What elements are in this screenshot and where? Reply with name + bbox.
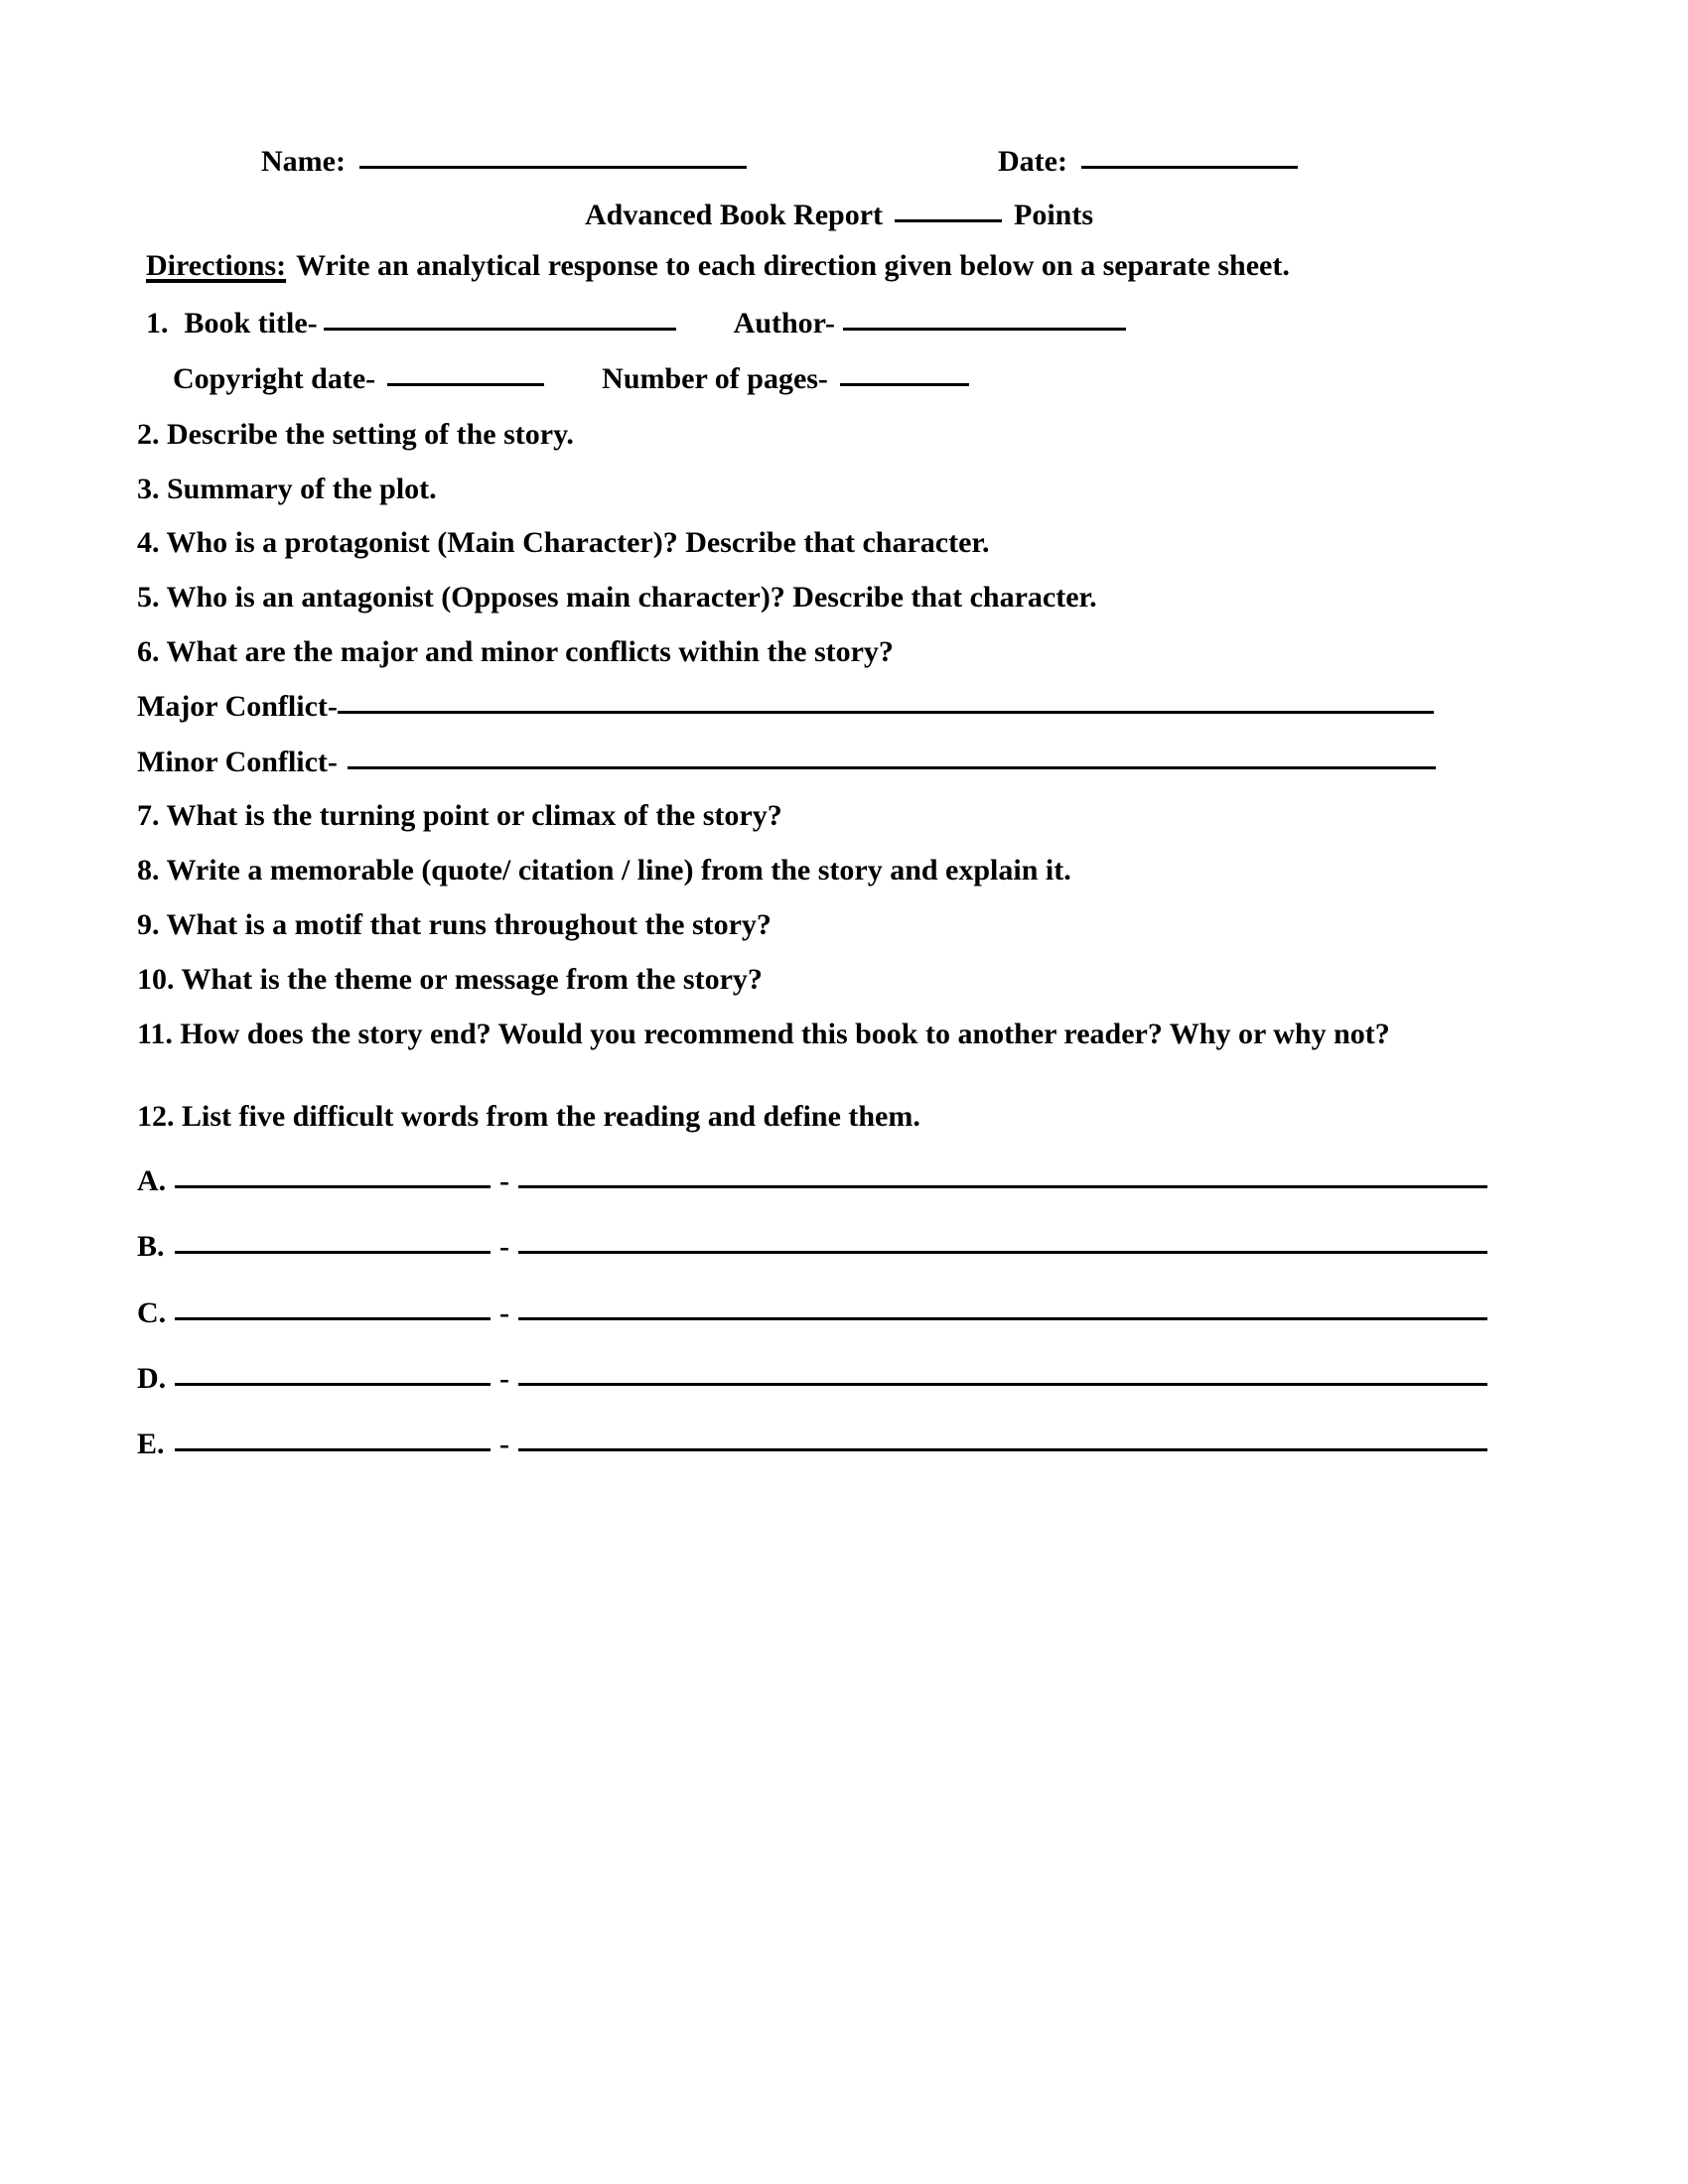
vocabulary-word-blank-line[interactable] (175, 1185, 491, 1188)
question-11: 11. How does the story end? Would you recommend this book to another reader? Why or why not? (137, 1018, 1390, 1050)
vocabulary-dash: - (499, 1362, 509, 1395)
vocabulary-word-blank-line[interactable] (175, 1251, 491, 1254)
vocabulary-dash: - (499, 1230, 509, 1263)
copyright-date-blank-line[interactable] (387, 383, 544, 386)
question-1-details-row (173, 360, 969, 398)
minor-conflict-label: Minor Conflict- (137, 746, 338, 778)
question-9: 9. What is a motif that runs throughout the story? (137, 908, 772, 941)
author-label: Author- (733, 307, 835, 340)
vocabulary-row-c (137, 1295, 1487, 1332)
vocabulary-definition-blank-line[interactable] (518, 1251, 1487, 1254)
question-4: 4. Who is a protagonist (Main Character)? Describe that character. (137, 526, 990, 559)
question-3: 3. Summary of the plot. (137, 473, 437, 505)
name-label: Name: (261, 145, 346, 178)
minor-conflict-blank-line[interactable] (348, 766, 1436, 769)
vocabulary-definition-blank-line[interactable] (518, 1185, 1487, 1188)
directions-label: Directions: (146, 249, 287, 282)
question-8: 8. Write a memorable (quote/ citation / line) from the story and explain it. (137, 854, 1071, 887)
points-label: Points (1014, 199, 1094, 231)
author-blank-line[interactable] (843, 328, 1126, 331)
question-7: 7. What is the turning point or climax of the story? (137, 799, 782, 832)
points-blank-line[interactable] (895, 219, 1002, 222)
question-5: 5. Who is an antagonist (Opposes main character)? Describe that character. (137, 581, 1097, 614)
date-label: Date: (998, 145, 1067, 178)
vocabulary-row-b (137, 1228, 1487, 1266)
vocabulary-dash: - (499, 1297, 509, 1329)
date-blank-line[interactable] (1081, 166, 1298, 169)
vocabulary-row-e (137, 1426, 1487, 1463)
vocabulary-row-a (137, 1162, 1487, 1200)
directions-row (146, 247, 1290, 285)
vocabulary-word-blank-line[interactable] (175, 1448, 491, 1451)
book-title-blank-line[interactable] (324, 328, 676, 331)
question-10: 10. What is the theme or message from the story? (137, 963, 763, 996)
number-of-pages-blank-line[interactable] (840, 383, 969, 386)
worksheet-body (137, 0, 1485, 2184)
worksheet-title: Advanced Book Report (584, 199, 883, 231)
vocabulary-dash: - (499, 1428, 509, 1460)
vocabulary-letter: B. (137, 1230, 165, 1263)
book-title-label: Book title- (184, 307, 318, 340)
question-12: 12. List five difficult words from the reading and define them. (137, 1100, 920, 1133)
vocabulary-definition-blank-line[interactable] (518, 1317, 1487, 1320)
vocabulary-letter: C. (137, 1297, 167, 1329)
major-conflict-label: Major Conflict- (137, 690, 338, 723)
vocabulary-definition-blank-line[interactable] (518, 1383, 1487, 1386)
major-conflict-row (137, 688, 1434, 726)
vocabulary-letter: E. (137, 1428, 165, 1460)
date-field-row (998, 143, 1298, 181)
minor-conflict-row (137, 744, 1436, 781)
name-blank-line[interactable] (359, 166, 747, 169)
number-of-pages-label: Number of pages- (602, 362, 828, 395)
vocabulary-word-blank-line[interactable] (175, 1317, 491, 1320)
vocabulary-word-blank-line[interactable] (175, 1383, 491, 1386)
question-6: 6. What are the major and minor conflicts within the story? (137, 635, 894, 668)
worksheet-title-row (193, 197, 1485, 234)
vocabulary-letter: D. (137, 1362, 167, 1395)
question-1-number: 1. (146, 307, 169, 340)
copyright-date-label: Copyright date- (173, 362, 376, 395)
question-1-row (146, 305, 1126, 342)
directions-text: Write an analytical response to each direction given below on a separate sheet. (296, 249, 1290, 282)
vocabulary-letter: A. (137, 1164, 167, 1197)
name-field-row (261, 143, 747, 181)
vocabulary-row-d (137, 1360, 1487, 1398)
vocabulary-dash: - (499, 1164, 509, 1197)
question-2: 2. Describe the setting of the story. (137, 418, 574, 451)
major-conflict-blank-line[interactable] (338, 711, 1434, 714)
vocabulary-definition-blank-line[interactable] (518, 1448, 1487, 1451)
